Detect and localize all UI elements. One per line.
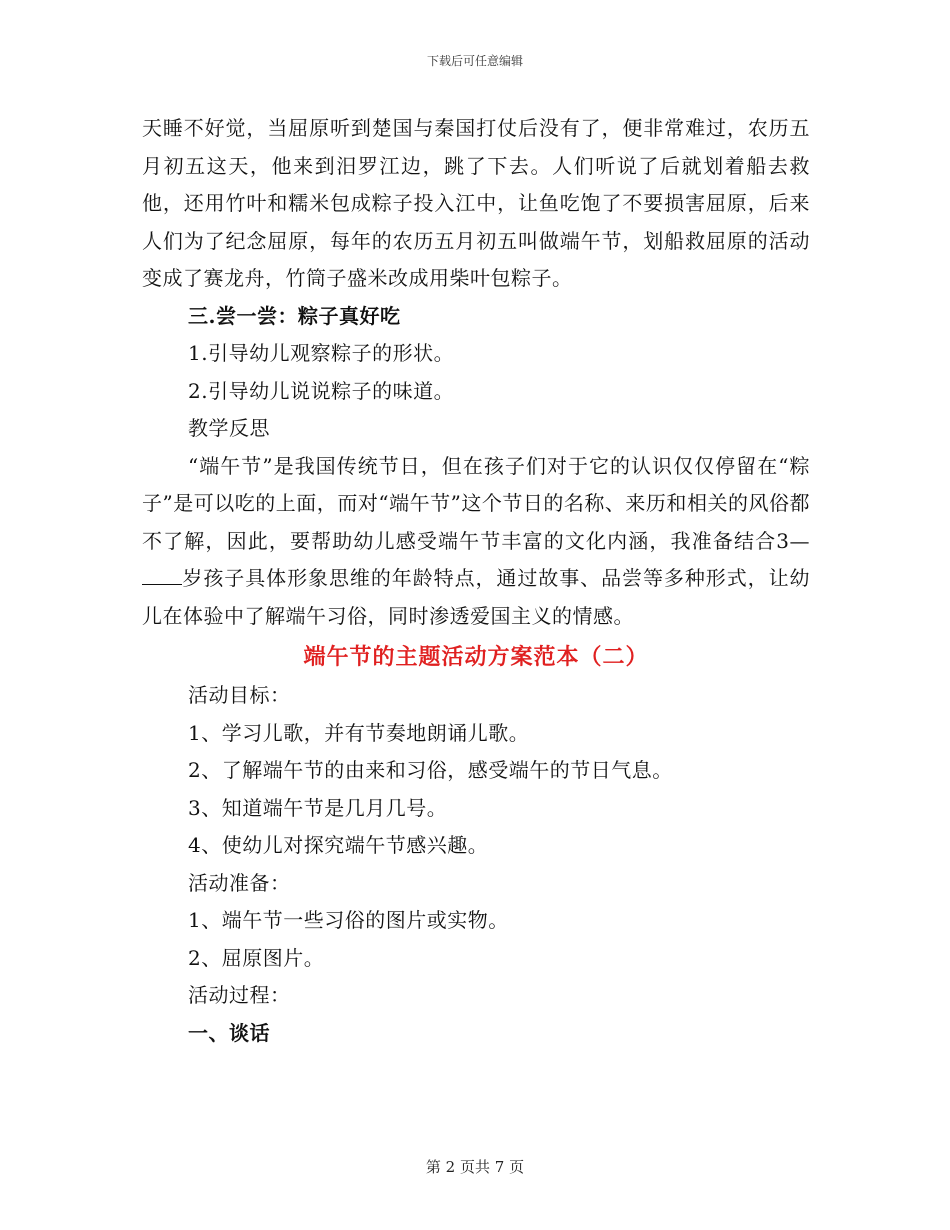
page-footer: 第 2 页共 7 页 xyxy=(425,1158,525,1176)
reflection-heading: 教学反思 xyxy=(188,416,270,440)
reflection-paragraph xyxy=(142,448,810,636)
prep-item-1: 1、端午节一些习俗的图片或实物。 xyxy=(188,908,509,932)
section-3-heading: 三.尝一尝：粽子真好吃 xyxy=(188,303,401,328)
reflection-text-part-2: 岁孩子具体形象思维的年龄特点，通过故事、品尝等多种形式，让幼儿在体验中了解端午习俗，同时渗透爱国主义的情感。 xyxy=(142,566,810,628)
goal-item-3: 3、知道端午节是几月几号。 xyxy=(188,795,448,820)
goal-item-4: 4、使幼儿对探究端午节感兴趣。 xyxy=(188,833,489,857)
fill-in-blank xyxy=(142,566,182,585)
process-heading: 活动过程： xyxy=(188,983,291,1007)
section-3-item-2: 2.引导幼儿说说粽子的味道。 xyxy=(188,378,455,403)
prep-item-2: 2、屈原图片。 xyxy=(188,945,325,970)
reflection-text-part-1: “端午节”是我国传统节日，但在孩子们对于它的认识仅仅停留在“粽子”是可以吃的上面，而对“端午节”这个节日的名称、来历和相关的风俗都不了解，因此，要帮助幼儿感受端午节丰富的文化内涵，我准备结合3— xyxy=(142,453,810,553)
goal-item-2: 2、了解端午节的由来和习俗，感受端午的节日气息。 xyxy=(188,758,673,782)
goal-item-1: 1、学习儿歌，并有节奏地朗诵儿歌。 xyxy=(188,720,530,745)
process-step-1: 一、谈话 xyxy=(188,1020,270,1045)
section-3-item-1: 1.引导幼儿观察粽子的形状。 xyxy=(188,341,455,365)
document-body xyxy=(142,110,810,1052)
prep-heading: 活动准备： xyxy=(188,870,291,895)
page-header: 下载后可任意编辑 xyxy=(426,54,523,68)
story-paragraph: 天睡不好觉，当屈原听到楚国与秦国打仗后没有了，便非常难过，农历五月初五这天，他来到汨罗江边，跳了下去。人们听说了后就划着船去救他，还用竹叶和糯米包成粽子投入江中，让鱼吃饱了不要损害屈原，后来人们为了纪念屈原，每年的农历五月初五叫做端午节，划船救屈原的活动变成了赛龙舟，竹筒子盛米改成用柴叶包粽子。 xyxy=(142,116,810,290)
section-title: 端午节的主题活动方案范本（二） xyxy=(303,644,649,670)
goals-heading: 活动目标： xyxy=(188,683,291,707)
